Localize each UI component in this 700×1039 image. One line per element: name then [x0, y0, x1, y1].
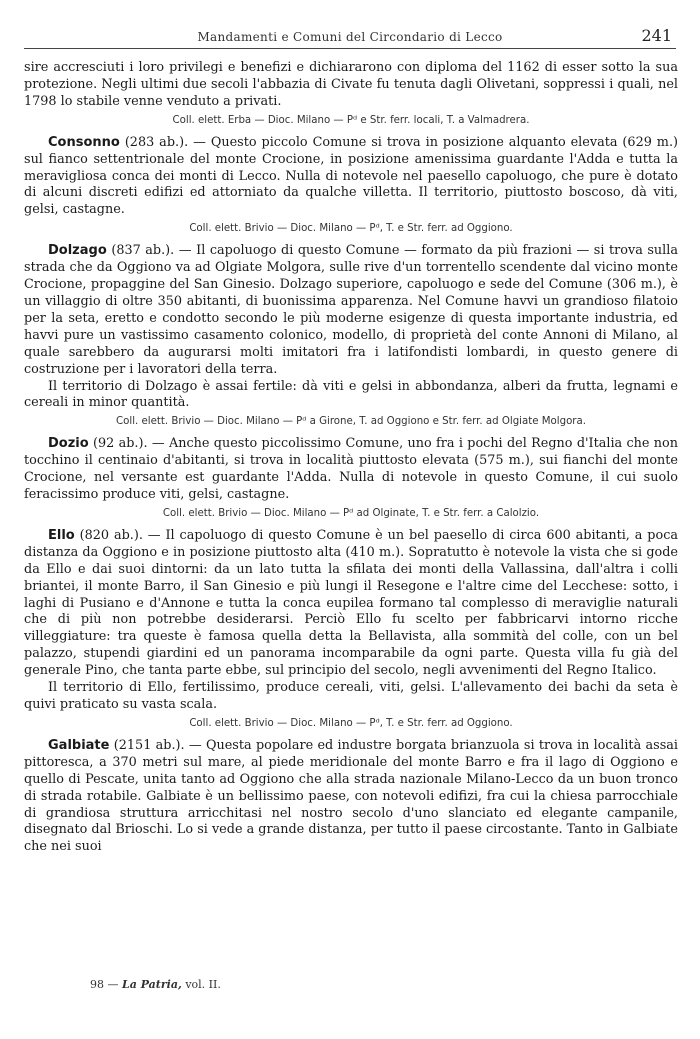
- entry-text: (283 ab.). — Questo piccolo Comune si trova in posizione alquanto elevata (629 m.) sul fianco settentrionale del monte Crocione, in posizione amenissima guardante l'Adda e tutta la meravigliosa conca dei monti di Lecco. Nulla di notevole nel paesello capoluogo, che pure è dotato di alcuni discreti edifizi ed attorniato da qualche villetta. Il territorio, piuttosto boscoso, dà viti, gelsi, castagne.: [24, 134, 679, 218]
- entry-consonno: [24, 135, 678, 236]
- page-number: 241: [641, 26, 672, 45]
- footer-signature-number: 98 —: [90, 978, 119, 991]
- entry-name: Galbiate: [48, 737, 110, 753]
- page-body: [24, 60, 678, 856]
- entry-note: Coll. elett. Brivio — Dioc. Milano — Pᵈ, T. e Str. ferr. ad Oggiono.: [189, 717, 513, 729]
- entry-note: Coll. elett. Brivio — Dioc. Milano — Pᵈ ad Olginate, T. e Str. ferr. a Calolzio.: [162, 507, 540, 519]
- running-header: [24, 26, 676, 49]
- footer-title: La Patria,: [122, 978, 182, 991]
- entry-dozio: [24, 436, 678, 520]
- entry-name: Consonno: [48, 134, 120, 150]
- intro-paragraph: sire accresciuti i loro privilegi e benefizi e dichiararono con diploma del 1162 di esser sotto la sua protezione. Negli ultimi due secoli l'abbazia di Civate fu tenuta dagli Olivetani, soppressi i quali, nel 1798 lo stabile venne venduto a privati.: [24, 60, 678, 109]
- entry-text: (837 ab.). — Il capoluogo di questo Comune — formato da più frazioni — si trova sulla strada che da Oggiono va ad Olgiate Molgora, sulle rive d'un torrentello scendente dal vicino monte Crocione, propaggine del San Ginesio. Dolzago superiore, capoluogo e sede del Comune (306 m.), è un villaggio di oltre 350 abitanti, di buonissima apparenza. Nel Comune havvi un grandioso filatoio per la seta, eretto e condotto secondo le più moderne esigenze di questa importante industria, ed havvi pure un vastissimo casamento colonico, modello, di proprietà del conte Annoni di Milano, al quale sarebbero da augurarsi molti imitatori fra i latifondisti lombardi, in questo genere di costruzione per i lavoratori della terra.: [24, 243, 678, 377]
- intro-note: Coll. elett. Erba — Dioc. Milano — Pᵈ e Str. ferr. locali, T. a Valmadrera.: [172, 114, 530, 126]
- entry-text: Il territorio di Dolzago è assai fertile: dà viti e gelsi in abbondanza, alberi da frutta, legnami e cereali in minor quantità.: [24, 378, 678, 411]
- entry-text: (820 ab.). — Il capoluogo di questo Comune è un bel paesello di circa 600 abitanti, a poca distanza da Oggiono e in posizione piuttosto alta (410 m.). Sopratutto è notevole la vista che si gode da Ello e dai suoi dintorni: da un lato tutta la sfilata dei monti della Vallassina, dall'altra i colli briantei, il monte Barro, il San Ginesio e più lungi il Resegone e l'altre cime del Lecchese: sotto, i laghi di Pusiano e d'Annone e tutta la conca eupilea formano tal complesso di meraviglie naturali che di più non potrebbe desiderarsi. Perciò Ello fu scelto per fabbricarvi intorno ricche villeggiature: tra queste è famosa quella detta la Bellavista, alla sommità del colle, con un bel palazzo, stupendi giardini ed un panorama incomparabile da ogni parte. Questa villa fu già del generale Pino, che tanta parte ebbe, sul principio del secolo, negli avvenimenti del Regno Italico.: [24, 527, 678, 679]
- entry-text: Il territorio di Ello, fertilissimo, produce cereali, viti, gelsi. L'allevamento dei bachi da seta è quivi praticato su vasta scala.: [24, 680, 678, 712]
- entry-text: (92 ab.). — Anche questo piccolissimo Comune, uno fra i pochi del Regno d'Italia che non tocchino il centinaio d'abitanti, si trova in località piuttosto elevata (575 m.), sui fianchi del monte Crocione, nel versante est guardante l'Adda. Nulla di notevole in questo Comune, il cui suolo feracissimo produce viti, gelsi, castagne.: [24, 436, 678, 503]
- entry-note: Coll. elett. Brivio — Dioc. Milano — Pᵈ, T. e Str. ferr. ad Oggiono.: [189, 223, 513, 235]
- running-title: Mandamenti e Comuni del Circondario di Lecco: [197, 30, 503, 44]
- entry-name: Dolzago: [48, 243, 107, 259]
- entry-text: (2151 ab.). — Questa popolare ed industre borgata brianzuola si trova in località assai pittoresca, a 370 metri sul mare, al piede meridionale del monte Barro e fra il lago di Oggiono e quello di Pescate, unita tanto ad Oggiono che alla strada nazionale Milano-Lecco da un buon tronco di strada rotabile. Galbiate è un bellissimo paese, con notevoli edifizi, fra cui la chiesa parrocchiale di grandiosa struttura arricchitasi nel nostro secolo d'uno slanciato ed elegante campanile, disegnato dal Brioschi. Lo si vede a grande distanza, per tutto il paese circostante. Tanto in Galbiate che nei suoi: [24, 737, 678, 855]
- entry-name: Dozio: [48, 436, 89, 452]
- entry-name: Ello: [48, 527, 75, 543]
- footer-volume: vol. II.: [185, 978, 221, 991]
- entry-galbiate: [24, 738, 678, 856]
- entry-dolzago: [24, 243, 678, 428]
- entry-ello: [24, 528, 678, 730]
- entry-note: Coll. elett. Brivio — Dioc. Milano — Pᵈ a Girone, T. ad Oggiono e Str. ferr. ad Olgiate Molgora.: [116, 416, 586, 428]
- footer-signature: [90, 978, 221, 991]
